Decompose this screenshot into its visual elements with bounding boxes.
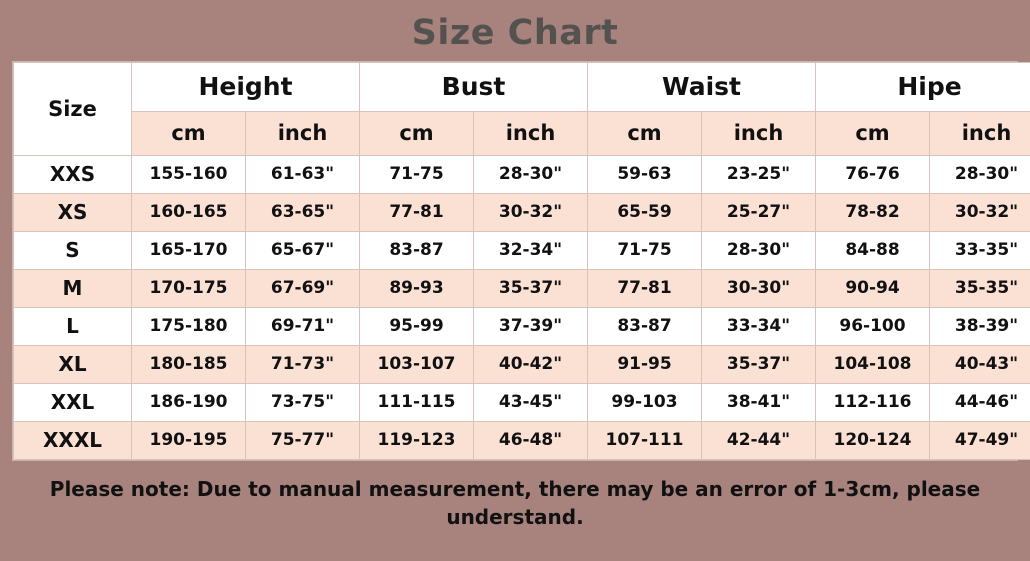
cell-bust-cm: 95-99 — [360, 307, 474, 345]
measurement-note: Please note: Due to manual measurement, there may be an error of 1-3cm, please understand. — [49, 476, 981, 529]
header-group-hipe: Hipe — [816, 62, 1030, 111]
cell-bust-inch: 37-39" — [474, 307, 588, 345]
cell-hipe-cm: 76-76 — [816, 155, 930, 193]
size-chart-table — [13, 62, 1030, 460]
cell-bust-cm: 111-115 — [360, 383, 474, 421]
cell-waist-cm: 59-63 — [588, 155, 702, 193]
cell-height-cm: 175-180 — [132, 307, 246, 345]
header-unit-hipe-cm: cm — [816, 111, 930, 155]
header-group-height: Height — [132, 62, 360, 111]
cell-hipe-cm: 96-100 — [816, 307, 930, 345]
cell-height-inch: 69-71" — [246, 307, 360, 345]
cell-bust-cm: 103-107 — [360, 345, 474, 383]
cell-height-cm: 155-160 — [132, 155, 246, 193]
cell-waist-cm: 107-111 — [588, 421, 702, 459]
cell-hipe-inch: 40-43" — [930, 345, 1030, 383]
cell-bust-inch: 30-32" — [474, 193, 588, 231]
cell-bust-inch: 43-45" — [474, 383, 588, 421]
row-size-label: XXS — [14, 155, 132, 193]
header-unit-bust-inch: inch — [474, 111, 588, 155]
row-size-label: S — [14, 231, 132, 269]
table-body — [14, 155, 1030, 459]
cell-height-cm: 190-195 — [132, 421, 246, 459]
cell-bust-cm: 71-75 — [360, 155, 474, 193]
cell-waist-cm: 83-87 — [588, 307, 702, 345]
cell-height-cm: 186-190 — [132, 383, 246, 421]
cell-bust-cm: 119-123 — [360, 421, 474, 459]
cell-bust-inch: 40-42" — [474, 345, 588, 383]
table-header-units — [14, 111, 1030, 155]
header-size: Size — [14, 62, 132, 155]
cell-hipe-inch: 28-30" — [930, 155, 1030, 193]
cell-hipe-cm: 84-88 — [816, 231, 930, 269]
page-title: Size Chart — [411, 13, 619, 53]
table-row — [14, 383, 1030, 421]
row-size-label: M — [14, 269, 132, 307]
header-unit-height-inch: inch — [246, 111, 360, 155]
table-row — [14, 421, 1030, 459]
table-row — [14, 345, 1030, 383]
cell-bust-cm: 89-93 — [360, 269, 474, 307]
cell-hipe-cm: 120-124 — [816, 421, 930, 459]
cell-waist-inch: 30-30" — [702, 269, 816, 307]
table-header — [14, 62, 1030, 155]
header-group-waist: Waist — [588, 62, 816, 111]
cell-hipe-inch: 47-49" — [930, 421, 1030, 459]
cell-waist-inch: 35-37" — [702, 345, 816, 383]
row-size-label: XS — [14, 193, 132, 231]
cell-bust-inch: 28-30" — [474, 155, 588, 193]
cell-waist-cm: 91-95 — [588, 345, 702, 383]
cell-height-inch: 61-63" — [246, 155, 360, 193]
header-unit-height-cm: cm — [132, 111, 246, 155]
table-row — [14, 269, 1030, 307]
header-unit-waist-inch: inch — [702, 111, 816, 155]
row-size-label: L — [14, 307, 132, 345]
cell-height-inch: 71-73" — [246, 345, 360, 383]
cell-hipe-inch: 38-39" — [930, 307, 1030, 345]
cell-bust-inch: 32-34" — [474, 231, 588, 269]
cell-bust-cm: 83-87 — [360, 231, 474, 269]
cell-bust-cm: 77-81 — [360, 193, 474, 231]
cell-bust-inch: 35-37" — [474, 269, 588, 307]
cell-waist-cm: 65-59 — [588, 193, 702, 231]
cell-hipe-cm: 104-108 — [816, 345, 930, 383]
header-unit-hipe-inch: inch — [930, 111, 1030, 155]
cell-waist-inch: 28-30" — [702, 231, 816, 269]
cell-height-cm: 170-175 — [132, 269, 246, 307]
cell-hipe-inch: 44-46" — [930, 383, 1030, 421]
table-row — [14, 193, 1030, 231]
cell-waist-inch: 23-25" — [702, 155, 816, 193]
cell-height-inch: 67-69" — [246, 269, 360, 307]
cell-height-cm: 180-185 — [132, 345, 246, 383]
cell-waist-inch: 42-44" — [702, 421, 816, 459]
table-row — [14, 307, 1030, 345]
cell-waist-inch: 38-41" — [702, 383, 816, 421]
row-size-label: XL — [14, 345, 132, 383]
cell-height-inch: 75-77" — [246, 421, 360, 459]
cell-waist-cm: 77-81 — [588, 269, 702, 307]
cell-hipe-cm: 78-82 — [816, 193, 930, 231]
size-chart-table-container — [12, 61, 1018, 461]
table-row — [14, 231, 1030, 269]
table-header-groups — [14, 62, 1030, 111]
cell-height-cm: 160-165 — [132, 193, 246, 231]
cell-height-inch: 65-67" — [246, 231, 360, 269]
cell-waist-cm: 71-75 — [588, 231, 702, 269]
table-row — [14, 155, 1030, 193]
row-size-label: XXXL — [14, 421, 132, 459]
header-unit-bust-cm: cm — [360, 111, 474, 155]
cell-bust-inch: 46-48" — [474, 421, 588, 459]
cell-hipe-inch: 33-35" — [930, 231, 1030, 269]
cell-height-cm: 165-170 — [132, 231, 246, 269]
cell-hipe-inch: 35-35" — [930, 269, 1030, 307]
cell-hipe-inch: 30-32" — [930, 193, 1030, 231]
cell-height-inch: 73-75" — [246, 383, 360, 421]
cell-waist-inch: 25-27" — [702, 193, 816, 231]
cell-waist-cm: 99-103 — [588, 383, 702, 421]
row-size-label: XXL — [14, 383, 132, 421]
header-group-bust: Bust — [360, 62, 588, 111]
cell-height-inch: 63-65" — [246, 193, 360, 231]
cell-hipe-cm: 112-116 — [816, 383, 930, 421]
cell-hipe-cm: 90-94 — [816, 269, 930, 307]
header-unit-waist-cm: cm — [588, 111, 702, 155]
cell-waist-inch: 33-34" — [702, 307, 816, 345]
